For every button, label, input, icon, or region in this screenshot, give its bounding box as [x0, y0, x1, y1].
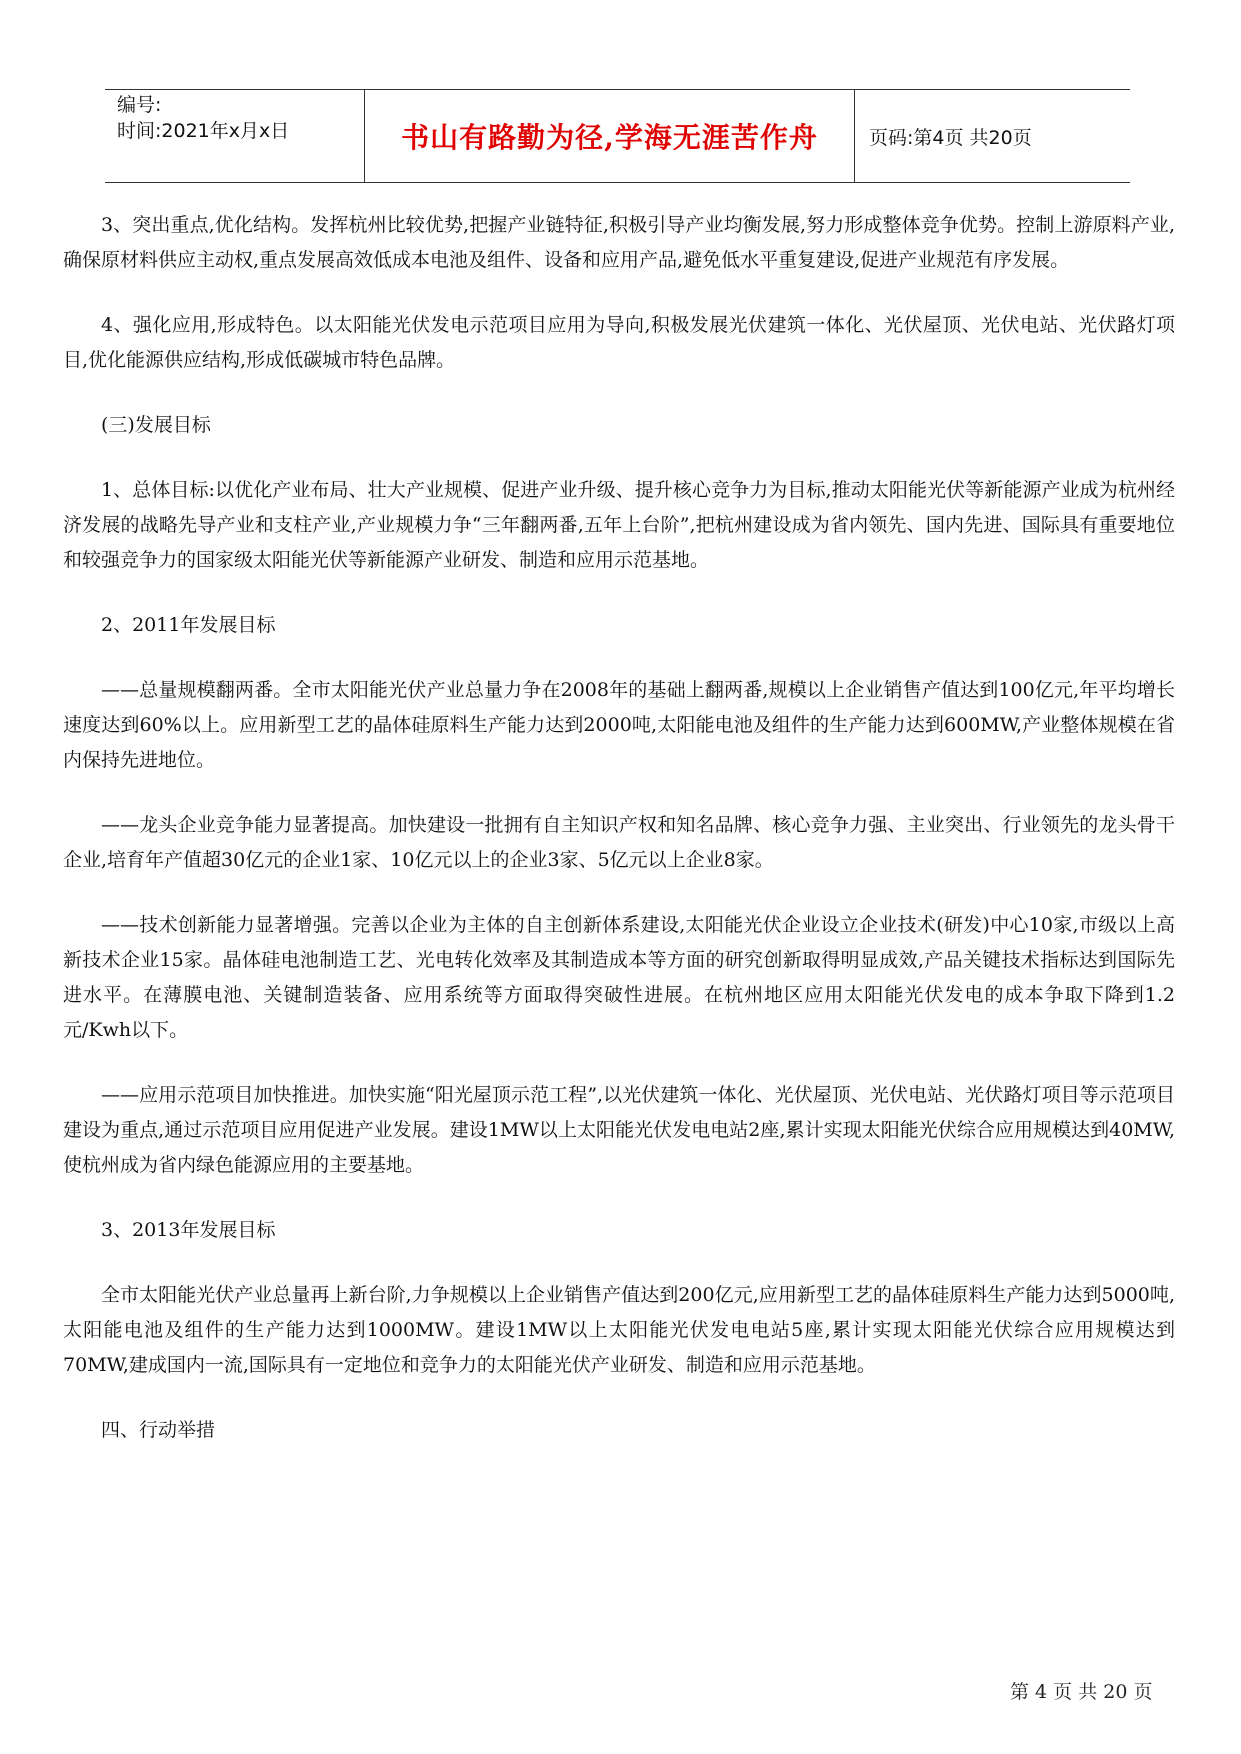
- header-left-cell: [105, 90, 365, 182]
- subsection-heading: 2、2011年发展目标: [101, 614, 276, 636]
- paragraph: ——总量规模翻两番。全市太阳能光伏产业总量力争在2008年的基础上翻两番,规模以上企业销售产值达到100亿元,年平均增长速度达到60%以上。应用新型工艺的晶体硅原料生产能力达到2000吨,太阳能电池及组件的生产能力达到600MW,产业整体规模在省内保持先进地位。: [63, 679, 1175, 771]
- paragraph: ——应用示范项目加快推进。加快实施“阳光屋顶示范工程”,以光伏建筑一体化、光伏屋顶、光伏电站、光伏路灯项目等示范项目建设为重点,通过示范项目应用促进产业发展。建设1MW以上太阳能光伏发电电站2座,累计实现太阳能光伏综合应用规模达到40MW,使杭州成为省内绿色能源应用的主要基地。: [63, 1084, 1175, 1176]
- page-footer: 第 4 页 共 20 页: [1010, 1681, 1153, 1703]
- time-label: 时间:2021年x月x日: [117, 120, 290, 142]
- paragraph: 4、强化应用,形成特色。以太阳能光伏发电示范项目应用为导向,积极发展光伏建筑一体化、光伏屋顶、光伏电站、光伏路灯项目,优化能源供应结构,形成低碳城市特色品牌。: [63, 314, 1175, 371]
- paragraph: 1、总体目标:以优化产业布局、壮大产业规模、促进产业升级、提升核心竞争力为目标,推动太阳能光伏等新能源产业成为杭州经济发展的战略先导产业和支柱产业,产业规模力争“三年翻两番,五年上台阶”,把杭州建设成为省内领先、国内先进、国际具有重要地位和较强竞争力的国家级太阳能光伏等新能源产业研发、制造和应用示范基地。: [63, 479, 1175, 571]
- paragraph: 3、突出重点,优化结构。发挥杭州比较优势,把握产业链特征,积极引导产业均衡发展,努力形成整体竞争优势。控制上游原料产业,确保原材料供应主动权,重点发展高效低成本电池及组件、设备和应用产品,避免低水平重复建设,促进产业规范有序发展。: [63, 214, 1175, 271]
- page-header: [105, 89, 1130, 183]
- number-label: 编号:: [117, 94, 162, 116]
- section-heading: (三)发展目标: [101, 414, 211, 436]
- subsection-heading: 3、2013年发展目标: [101, 1219, 276, 1241]
- section-heading: 四、行动举措: [101, 1419, 216, 1441]
- header-motto: 书山有路勤为径,学海无涯苦作舟: [365, 90, 855, 182]
- paragraph: 全市太阳能光伏产业总量再上新台阶,力争规模以上企业销售产值达到200亿元,应用新型工艺的晶体硅原料生产能力达到5000吨,太阳能电池及组件的生产能力达到1000MW。建设1MW以上太阳能光伏发电电站5座,累计实现太阳能光伏综合应用规模达到70MW,建成国内一流,国际具有一定地位和竞争力的太阳能光伏产业研发、制造和应用示范基地。: [63, 1284, 1175, 1376]
- paragraph: ——技术创新能力显著增强。完善以企业为主体的自主创新体系建设,太阳能光伏企业设立企业技术(研发)中心10家,市级以上高新技术企业15家。晶体硅电池制造工艺、光电转化效率及其制造成本等方面的研究创新取得明显成效,产品关键技术指标达到国际先进水平。在薄膜电池、关键制造装备、应用系统等方面取得突破性进展。在杭州地区应用太阳能光伏发电的成本争取下降到1.2元/Kwh以下。: [63, 914, 1175, 1041]
- paragraph: ——龙头企业竞争能力显著提高。加快建设一批拥有自主知识产权和知名品牌、核心竞争力强、主业突出、行业领先的龙头骨干企业,培育年产值超30亿元的企业1家、10亿元以上的企业3家、5亿元以上企业8家。: [63, 814, 1175, 871]
- document-body: [63, 208, 1175, 1478]
- header-page-label: 页码:第4页 共20页: [869, 126, 1032, 149]
